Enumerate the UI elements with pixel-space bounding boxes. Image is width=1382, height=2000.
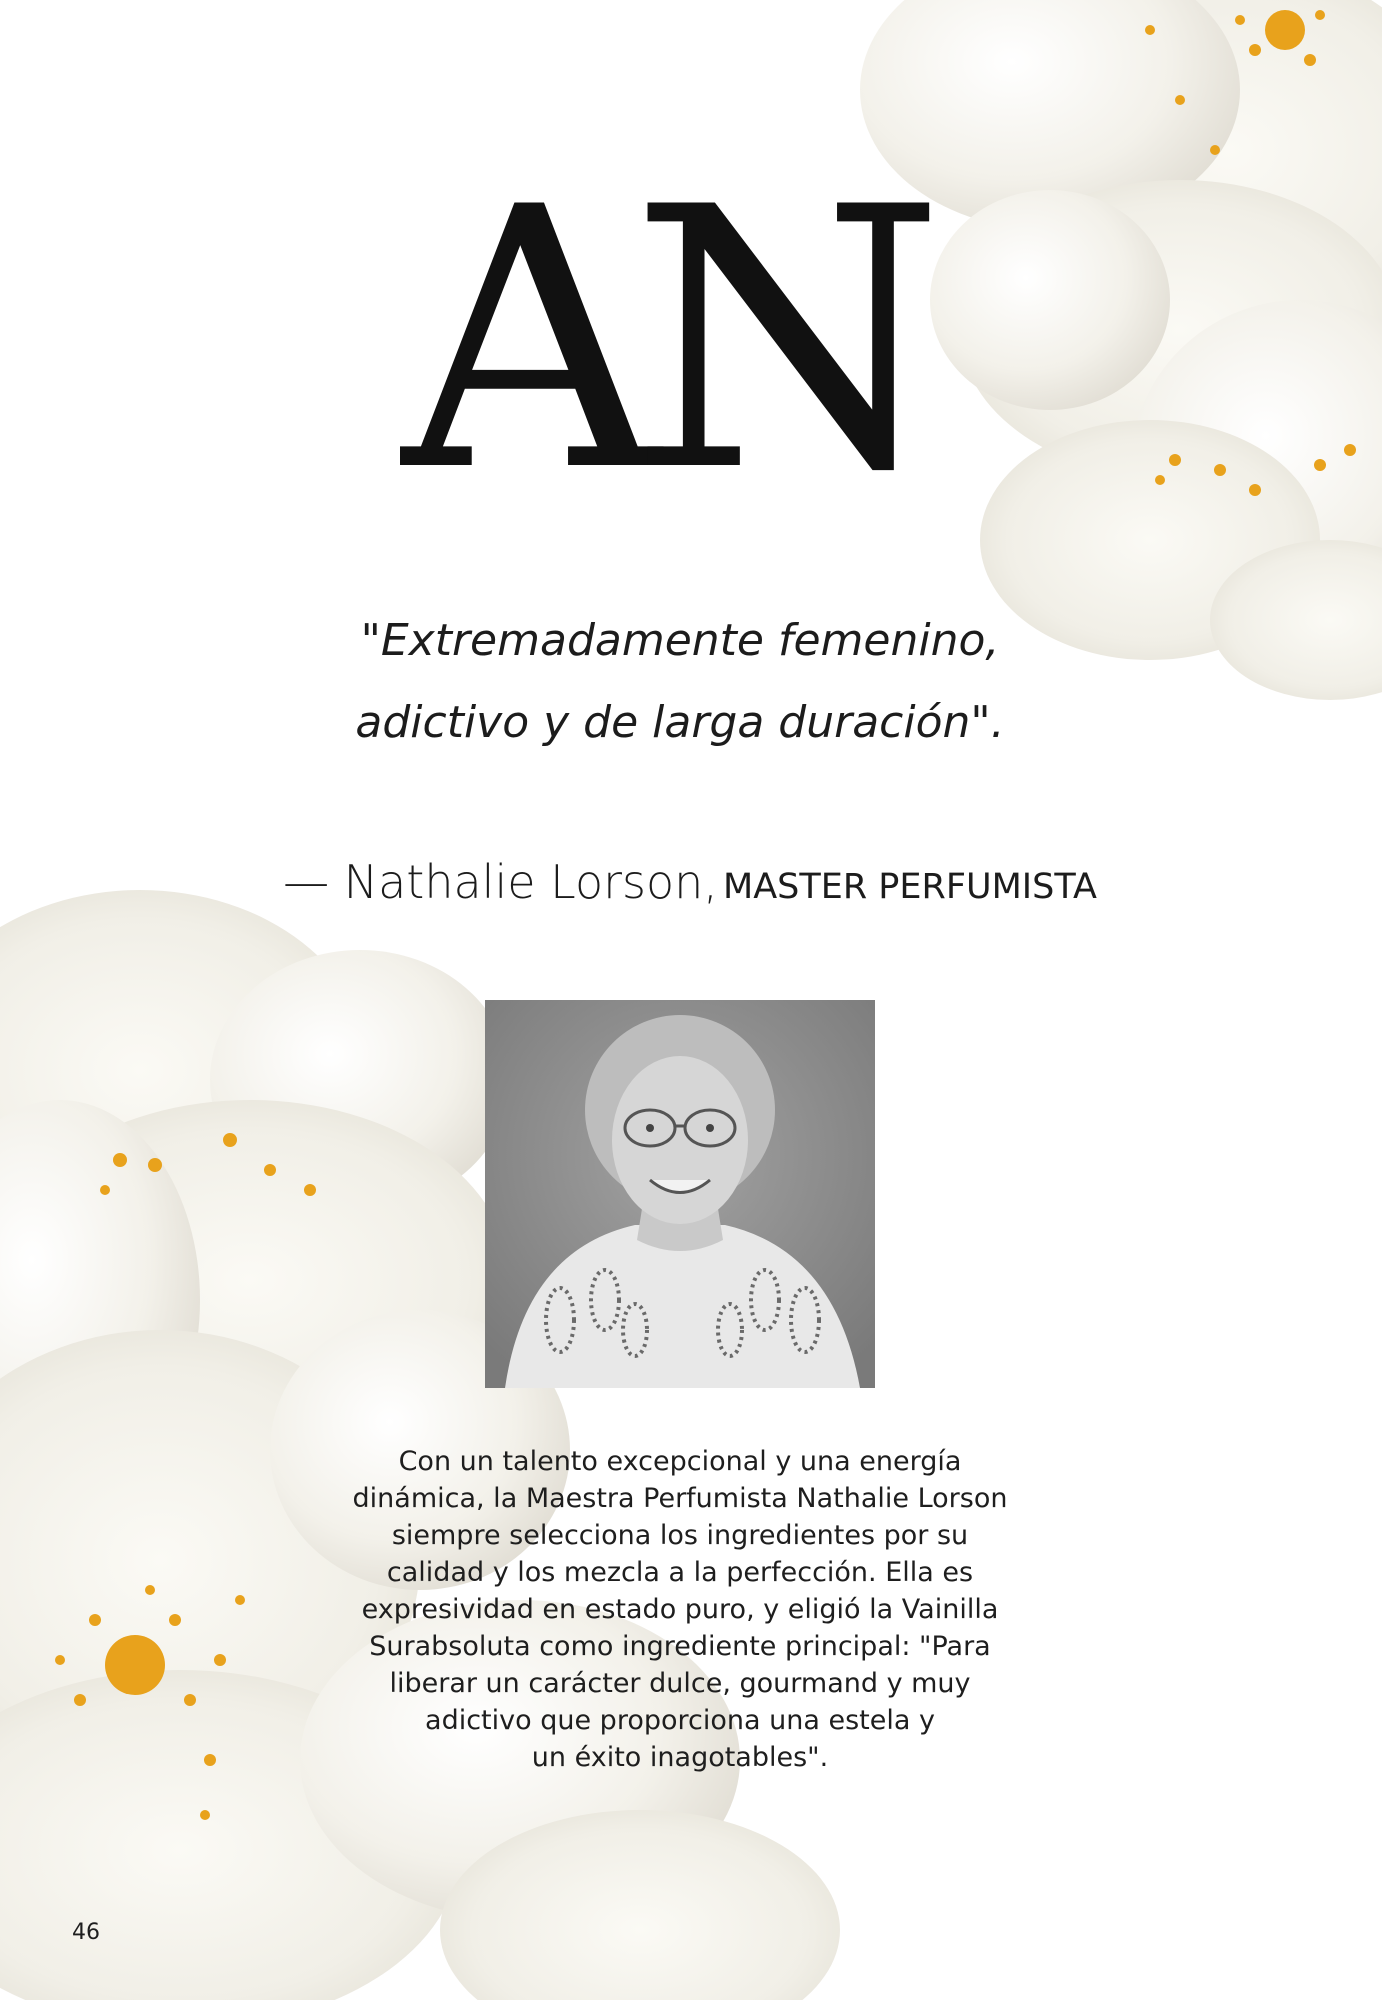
page-number: 46 bbox=[72, 1920, 100, 1945]
perfumer-portrait bbox=[485, 1000, 875, 1388]
bio-line: Con un talento excepcional y una energía bbox=[398, 1446, 962, 1477]
perfumer-role: MASTER PERFUMISTA bbox=[723, 867, 1097, 907]
bio-line: expresividad en estado puro, y eligió la Vainilla bbox=[361, 1594, 999, 1625]
bio-line: adictivo que proporciona una estela y bbox=[425, 1705, 935, 1736]
bio-line: Surabsoluta como ingrediente principal: "Para bbox=[369, 1631, 991, 1662]
svg-text:AN: AN bbox=[400, 160, 915, 480]
quote-line-2: adictivo y de larga duración". bbox=[355, 697, 1005, 748]
pull-quote bbox=[250, 600, 1110, 764]
perfumer-bio bbox=[330, 1443, 1030, 1776]
quote-attribution bbox=[200, 855, 1180, 909]
bio-line: un éxito inagotables". bbox=[531, 1742, 829, 1773]
bio-line: siempre selecciona los ingredientes por su bbox=[391, 1520, 969, 1551]
bio-line: liberar un carácter dulce, gourmand y muy bbox=[389, 1668, 971, 1699]
bio-line: calidad y los mezcla a la perfección. Ella es bbox=[386, 1557, 974, 1588]
quote-line-1: "Extremadamente femenino, bbox=[360, 615, 1000, 666]
brand-logo-an bbox=[400, 160, 960, 480]
bio-line: dinámica, la Maestra Perfumista Nathalie Lorson bbox=[352, 1483, 1008, 1514]
perfumer-name: — Nathalie Lorson, bbox=[283, 855, 718, 909]
